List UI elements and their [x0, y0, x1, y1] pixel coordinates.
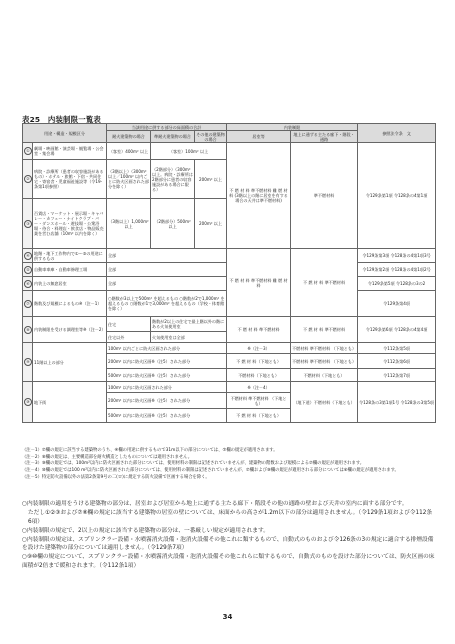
paragraph: ただし①②③および⑦⑧欄の規定に該当する建築物の居室の壁については、床面からの高さが1.2m以下の部分は適用されません。（令129条1項および令112条6項） — [28, 509, 433, 525]
cell-corridor-material: 準不燃材料 — [291, 143, 358, 249]
page-number: 34 — [222, 613, 233, 621]
table-title: 表25 内装制限一覧表 — [22, 115, 102, 124]
note: （注－2）⑧欄の規定は、主要構造部を耐火構造としたものについては適用されません。 — [22, 454, 193, 460]
col-use: 用途・構造・規模区分 — [23, 124, 107, 143]
col-area-group: 当該用途に供する部分の床面積の合計 — [107, 124, 227, 131]
col-restriction-group: 内装制限 — [227, 124, 358, 131]
col-fire-resistant: 耐火建築物の場合 — [107, 131, 151, 143]
note: （注－1）⑦欄の規定に該当する建築物のうち、④欄の用途に供するもので31m以下の部分については、⑦欄の規定が適用されます。 — [22, 448, 278, 453]
paragraph: ○⑨⑩欄の規定について、スプリンクラー設備・水噴霧消火設備・泡消火設備その他これらに類するもので、自動式のものを設けた部分については、防火区画の床面積が2倍まで緩和されます。（令112条1項） — [22, 554, 435, 570]
col-ref: 参照法令条 文 — [358, 124, 436, 143]
cell-fire-resistant: （客室）400m² 以上 — [107, 143, 151, 160]
row-use: 百貨店・マーケット・展示場・キャバレー・カフェー・ナイトクラブ・バー・ダンスホール・遊技場・公衆浴場・待合・料理店・飲食店・物品販売業を営む店舗（10m² 以内を除く） — [33, 199, 107, 249]
col-other: その他の建築物の場合 — [196, 131, 225, 142]
cell-ref: 令129条第1項 令128条の4第1項 — [358, 143, 436, 249]
body-text — [22, 500, 435, 571]
cell-room-material: 不 燃 材 料 準不燃材料 難 燃 材 料 (3階以上の階に居室を有する場合の天井は準不燃材料) — [227, 143, 291, 249]
restriction-table: 用途・構造・規模区分 当該用途に供する部分の床面積の合計 内装制限 参照法令条 文 耐火建築物の場合 準耐火建築物の場合 その他の建築物の場合 居室等 地上に通ずる主たる廊下・階段・通路 ① 劇場・映画館・演芸場・観覧場・公会堂・集会場 （客室）400m² 以上 （客室）100m² 以上 不 燃 材 料 準不燃材料 難 燃 材 料 (3階以上の階に居室を有する場合の天井は準不燃材料) 準不燃材料 令129条第1項 令128条の4第1項 ② 病院・診療所（患者の収容施設があるもの）・ホテル・旅館・下宿・共同住宅・寄宿舎・児童福祉施設等（令19-条第1項参照） （3階以上）（300m² 以上／100m² 以内ごとに防火区画された部分を除く） （2階部分）（300m² 以上。病院・診療所は2階部分に患者の収容施設がある場合に限る） 200m² 以上 ③ 百貨店・マーケット・展示場・キャバレー・カフェー・ナイトクラブ・バー・ダンスホール・遊技場・公衆浴場・待合・料理店・飲食店・物品販売業を営む店舗（10m² 以内を除く） （3階以上）1,000m² 以上 （2階部分）500m² 以上 200m² 以上 ④ 地階・地下工作物内で①～③の用途に供するもの 全部 不 燃 材 料 準不燃材料 難 燃 材 料 不 燃 材 料 準不燃材料 令129条第3項 令128条の4第1項3号 ⑤ 自動車車庫・自動車修理工場 全部 令129条第2項 令128条の4第1項2号 ⑥ 内装上の無窓居室 全部 令129条第5項 令128条の3の2 ⑦ 階数及び規模によるもの※（注－1） ○階数が3以上で500m² を超えるもの ○階数が2で1,000m² を超えるもの ○階数が1で3,000m² を超えるもの（学校・体育館を除く） 令129条第4項 ⑧ 内装制限を受ける調理室等※（注－2） 住宅 階数が2以上の住宅で最上階以外の階にある火気使用室 不 燃 材 料 準不燃材料 不 燃 材 料 準不燃材料 令129条第6項 令128条の4第4項 住宅以外 火気使用室は全部 ⑨ 11階以上の部分 100m² 以内ごとに防火区画された部分 ※（注－3） 不燃材料 準不燃材料 （下地とも） 令112条第5項 200m² 以内に防火区画※（注5）された部分 不 燃 材 料（下地とも） 不燃材料 準不燃材料 （下地とも） 令112条第6項 500m² 以内に防火区画※（注5）された部分 不燃材料（下地とも） 不燃材料（下地とも） 令112条第7項 ⑩ 地下街 100m² 以内に防火区画された部分 ※（注－4） （地下道）不燃材料（下地とも） 令128条の3第1項1号 令128条の3第5項 200m² 以内に防火区画※（注5）された部分 不燃材料 準不燃材料 （下地とも） 500m² 以内に防火区画※（注5）された部分 不 燃 材 料（下地とも） — [22, 123, 436, 423]
note: （注－5）特定防火設備以外の法第2条第9号の二(ロ)に規定する防火設備で区画する場合を除く。 — [22, 474, 210, 480]
note: （注－4）⑩欄の規定では100 m²以内に防火区画された部分については、使用材料の制限は記述されていませんが、⑦欄および⑨欄の規定が適用される部分については⑥欄の規定が適用されます。 — [22, 467, 399, 473]
note: （注－3）⑨欄の規定では、100m²以内に防火区画された部分については、使用材料の制限は記述されていませんが、建築物の階数および規模による⑦欄の規定が適用されます。 — [22, 461, 365, 467]
table-notes — [22, 448, 435, 481]
paragraph: ○内装制限の適用をうける建築物の部分は、居室および居室から地上に通ずる主たる廊下・階段その他の通路の壁および天井の室内に面する部分です。 — [22, 501, 408, 507]
cell-quasi-fire: （客室）100m² 以上 — [151, 143, 227, 160]
row-use: 病院・診療所（患者の収容施設があるもの）・ホテル・旅館・下宿・共同住宅・寄宿舎・児童福祉施設等（令19-条第1項参照） — [33, 160, 107, 199]
col-room: 居室等 — [227, 131, 291, 143]
col-quasi-fire: 準耐火建築物の場合 — [151, 131, 195, 143]
row-number: ① — [23, 143, 33, 160]
paragraph: ○内装制限の規定は、スプリンクラー設備・水噴霧消火設備・泡消火設備その他これに類するもので、自動式のものおよび令126条の3の規定に適合する排煙設備を設けた建築物の部分については適用しません。（令129条7項） — [22, 536, 434, 552]
row-use: 劇場・映画館・演芸場・観覧場・公会堂・集会場 — [33, 143, 107, 160]
col-corridor: 地上に通ずる主たる廊下・階段・通路 — [291, 131, 358, 143]
paragraph: ○内装制限の規定で、2以上の規定に該当する建築物の部分は、一番厳しい規定が適用されます。 — [22, 527, 269, 534]
